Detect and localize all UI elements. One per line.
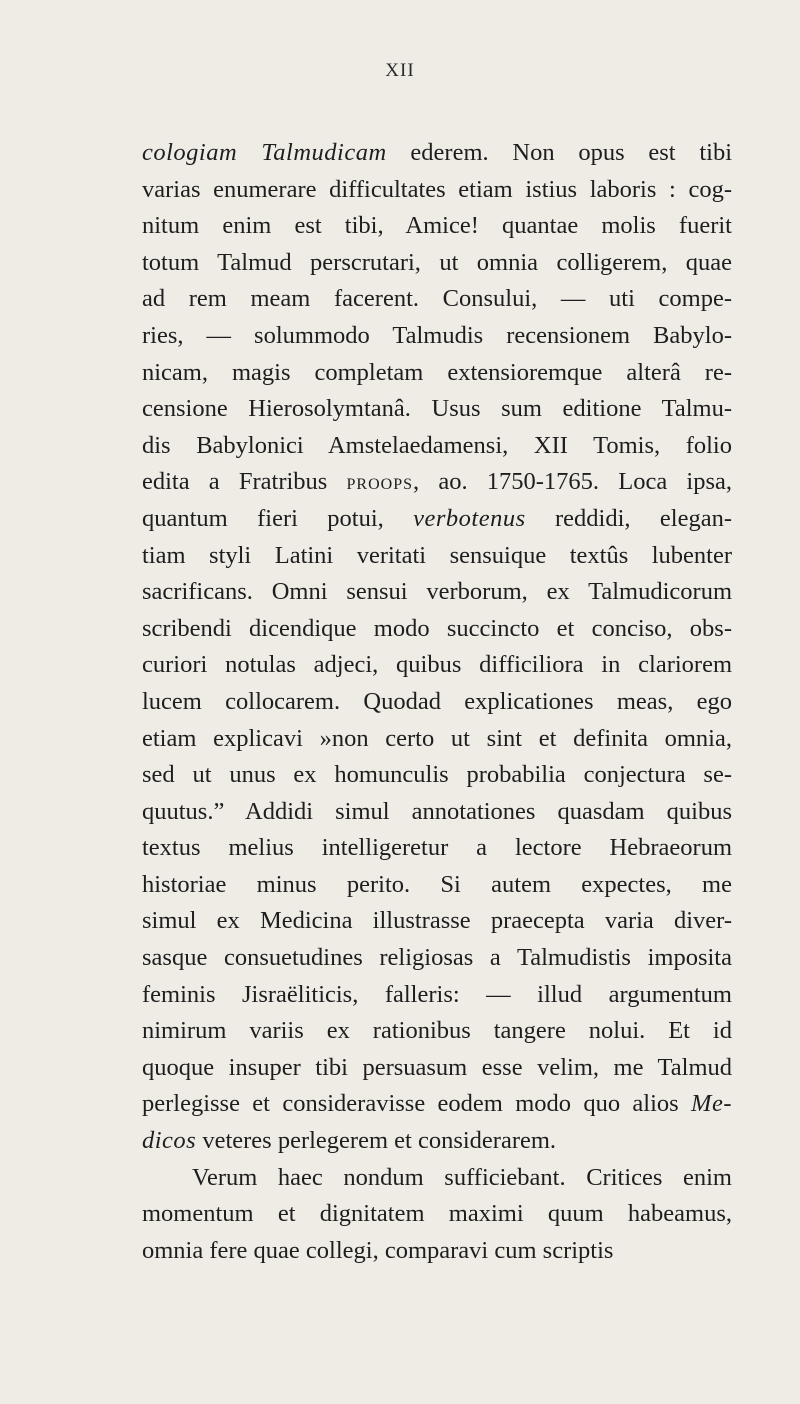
italic-text: Me- — [691, 1090, 732, 1118]
text-line — [142, 721, 732, 758]
text-segment: sacrificans. Omni sensui verborum, ex Talmudicorum — [142, 578, 732, 606]
text-segment: textus melius intelligeretur a lectore Hebraeorum — [142, 834, 732, 862]
text-line — [142, 684, 732, 721]
text-line — [142, 867, 732, 904]
text-segment: ederem. Non opus est tibi — [386, 139, 733, 166]
text-segment: sed ut unus ex homunculis probabilia conjectura se- — [142, 761, 732, 789]
text-segment: omnia fere quae collegi, comparavi cum scriptis — [142, 1236, 614, 1264]
text-segment: quantum fieri potui, — [142, 504, 414, 532]
text-line — [142, 1013, 732, 1050]
text-line — [142, 1123, 732, 1160]
text-segment: feminis Jisraëliticis, falleris: — illud argumentum — [142, 980, 732, 1008]
text-line — [142, 355, 732, 392]
text-segment: edita a Fratribus — [142, 468, 347, 496]
text-line — [142, 1233, 732, 1270]
text-line — [142, 281, 732, 318]
text-line — [142, 611, 732, 648]
text-segment: etiam explicavi »non certo ut sint et definita omnia, — [142, 724, 732, 752]
text-line — [142, 245, 732, 282]
text-segment: simul ex Medicina illustrasse praecepta varia diver- — [142, 907, 732, 935]
text-line — [142, 428, 732, 465]
text-segment: varias enumerare difficultates etiam istius laboris : cog- — [142, 175, 732, 203]
text-segment: tiam styli Latini veritati sensuique textûs lubenter — [142, 541, 732, 569]
text-line — [142, 1160, 732, 1197]
text-segment: ad rem meam facerent. Consului, — uti compe- — [142, 285, 732, 313]
text-segment: Verum haec nondum sufficiebant. Critices enim — [192, 1163, 732, 1191]
text-line — [142, 647, 732, 684]
text-segment: perlegisse et consideravisse eodem modo quo alios — [142, 1090, 692, 1118]
text-segment: PROOPS — [346, 476, 414, 494]
text-segment: dis Babylonici Amstelaedamensi, XII Tomis, folio — [142, 431, 732, 459]
text-segment: reddidi, elegan- — [525, 504, 732, 532]
text-line — [142, 1196, 732, 1233]
text-line — [142, 464, 732, 501]
text-line — [142, 318, 732, 355]
text-line — [142, 574, 732, 611]
italic-text: cologiam Talmudicam — [142, 139, 387, 166]
text-segment: veteres perlegerem et considerarem. — [196, 1127, 557, 1155]
text-line — [142, 830, 732, 867]
text-segment: censione Hierosolymtanâ. Usus sum editione Talmu- — [142, 395, 732, 423]
text-segment: ries, — solummodo Talmudis recensionem Babylo- — [142, 321, 732, 349]
text-line — [142, 1050, 732, 1087]
text-segment: curiori notulas adjeci, quibus difficiliora in clariorem — [142, 651, 732, 679]
italic-text: dicos — [142, 1127, 197, 1155]
text-segment: totum Talmud perscrutari, ut omnia colligerem, quae — [142, 248, 732, 276]
text-line — [142, 208, 732, 245]
text-line — [142, 172, 732, 209]
text-segment: historiae minus perito. Si autem expectes, me — [142, 870, 732, 898]
text-segment: nicam, magis completam extensioremque alterâ re- — [142, 358, 732, 386]
text-segment: scribendi dicendique modo succincto et conciso, obs- — [142, 614, 732, 642]
text-segment: , ao. 1750-1765. Loca ipsa, — [413, 468, 732, 496]
text-line — [142, 538, 732, 575]
text-line — [142, 391, 732, 428]
text-line — [142, 135, 732, 172]
text-segment: quutus.” Addidi simul annotationes quasdam quibus — [142, 797, 732, 825]
text-line — [142, 977, 732, 1014]
text-segment: quoque insuper tibi persuasum esse velim, me Talmud — [142, 1053, 732, 1081]
page-number: XII — [385, 60, 415, 81]
text-segment: momentum et dignitatem maximi quum habeamus, — [142, 1200, 732, 1228]
text-segment: nitum enim est tibi, Amice! quantae molis fuerit — [142, 212, 732, 240]
text-line — [142, 903, 732, 940]
body-text — [142, 135, 732, 1269]
text-line — [142, 940, 732, 977]
text-segment: lucem collocarem. Quodad explicationes meas, ego — [142, 687, 732, 715]
text-line — [142, 1086, 732, 1123]
text-segment: nimirum variis ex rationibus tangere nolui. Et id — [142, 1017, 732, 1045]
text-line — [142, 794, 732, 831]
text-line — [142, 757, 732, 794]
text-segment: sasque consuetudines religiosas a Talmudistis imposita — [142, 944, 732, 972]
text-line — [142, 501, 732, 538]
italic-text: verbotenus — [413, 504, 526, 532]
